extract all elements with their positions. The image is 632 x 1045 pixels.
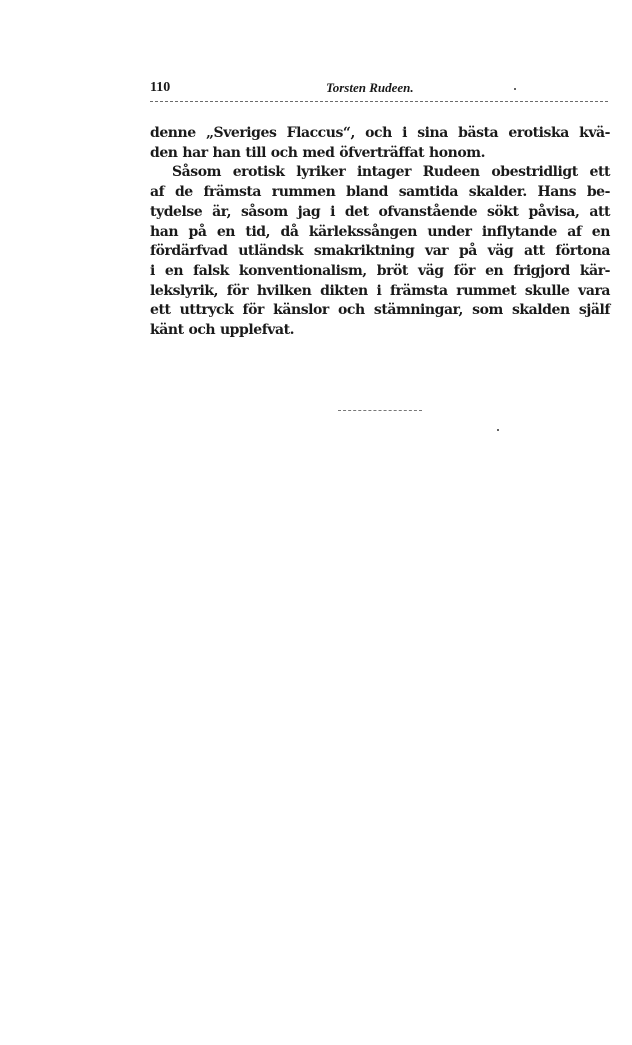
text-line: känt och upplefvat. <box>150 322 295 339</box>
text-line: Såsom erotisk lyriker intager Rudeen obestridligt ett <box>172 164 610 181</box>
page-number: 110 <box>150 80 171 95</box>
header-rule <box>150 101 608 102</box>
text-line: i en falsk konventionalism, bröt väg för en frigjord kär- <box>150 262 610 279</box>
text-line: tydelse är, såsom jag i det ofvanstående sökt påvisa, att <box>150 203 610 220</box>
ink-speck <box>514 88 516 90</box>
text-line: fördärfvad utländsk smakriktning var på väg att förtona <box>150 243 610 260</box>
ink-speck <box>497 429 499 431</box>
body-text <box>150 124 610 341</box>
section-end-rule <box>338 410 422 411</box>
page-header <box>150 80 610 100</box>
text-line: lekslyrik, för hvilken dikten i främsta rummet skulle vara <box>150 282 610 299</box>
text-line: af de främsta rummen bland samtida skalder. Hans be- <box>150 184 610 201</box>
text-line: han på en tid, då kärlekssången under inflytande af en <box>150 223 610 240</box>
text-line: ett uttryck för känslor och stämningar, som skalden själf <box>150 302 610 319</box>
text-line: denne „Sveriges Flaccus“, och i sina bästa erotiska kvä- <box>150 125 610 141</box>
text-line: den har han till och med öfverträffat honom. <box>150 144 486 161</box>
running-title: Torsten Rudeen. <box>326 80 414 95</box>
